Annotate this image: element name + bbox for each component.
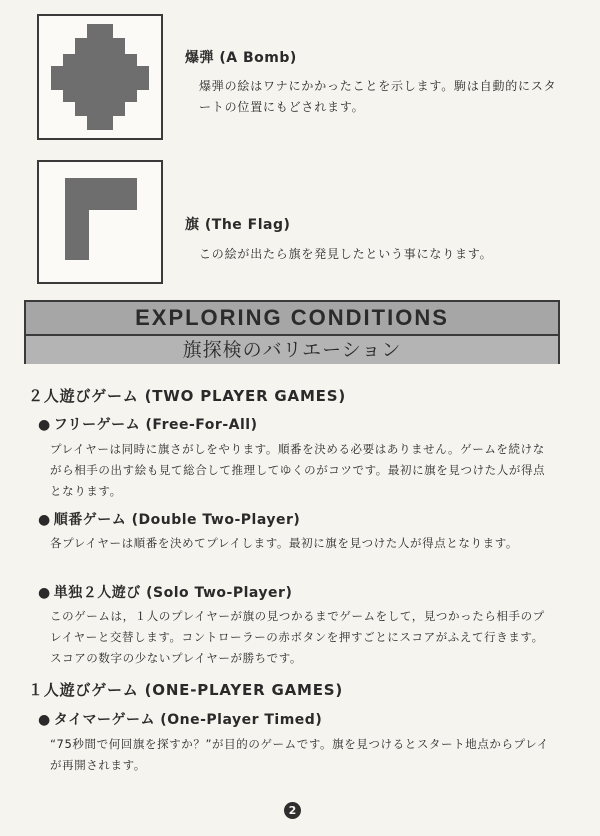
mode-title <box>38 509 300 529</box>
mode-title-text: 単独２人遊び (Solo Two-Player) <box>53 585 293 601</box>
bomb-icon-box <box>37 14 163 140</box>
bomb-description: 爆弾の絵はワナにかかったことを示します。駒は自動的にスタートの位置にもどされます。 <box>199 79 557 114</box>
mode-title-text: フリーゲーム (Free-For-All) <box>53 417 258 433</box>
flag-description: この絵が出たら旗を発見したという事になります。 <box>199 247 493 261</box>
mode-description: 各プレイヤーは順番を決めてプレイします。最初に旗を見つけた人が得点となります。 <box>50 536 518 550</box>
mode-title <box>38 582 292 602</box>
mode-description: “75秒間で何回旗を探すか？”が目的のゲームです。旗を見つけるとスタート地点からプレイが再開されます。 <box>50 737 549 772</box>
banner-subtitle: 旗探検のバリエーション <box>26 336 558 364</box>
section-banner <box>24 300 560 364</box>
mode-description: このゲームは，１人のプレイヤーが旗の見つかるまでゲームをして，見つかったら相手のプレイヤーと交替します。コントローラーの赤ボタンを押すごとにスコアがふえて行きます。スコアの数字の少ないプレイヤーが勝ちです。 <box>50 609 545 665</box>
mode-title-text: 順番ゲーム (Double Two-Player) <box>53 512 301 528</box>
mode-title <box>38 414 257 434</box>
bullet-icon: ● <box>38 512 51 528</box>
bullet-icon: ● <box>38 712 51 728</box>
banner-title: EXPLORING CONDITIONS <box>26 302 558 336</box>
bomb-icon <box>39 16 161 138</box>
one-player-heading: １人遊びゲーム (ONE-PLAYER GAMES) <box>28 681 344 699</box>
flag-icon-box <box>37 160 163 284</box>
flag-title: 旗 (The Flag) <box>185 217 291 233</box>
bomb-title: 爆弾 (A Bomb) <box>185 50 297 66</box>
two-player-heading: ２人遊びゲーム (TWO PLAYER GAMES) <box>28 387 346 405</box>
mode-title <box>38 709 322 729</box>
bullet-icon: ● <box>38 417 51 433</box>
page-number: 2 <box>284 802 301 819</box>
bullet-icon: ● <box>38 585 51 601</box>
flag-icon <box>39 162 161 282</box>
mode-title-text: タイマーゲーム (One-Player Timed) <box>53 712 323 728</box>
mode-description: プレイヤーは同時に旗さがしをやります。順番を決める必要はありません。ゲームを続けながら相手の出す絵も見て総合して推理してゆくのがコツです。最初に旗を見つけた人が得点となります。 <box>50 442 546 498</box>
